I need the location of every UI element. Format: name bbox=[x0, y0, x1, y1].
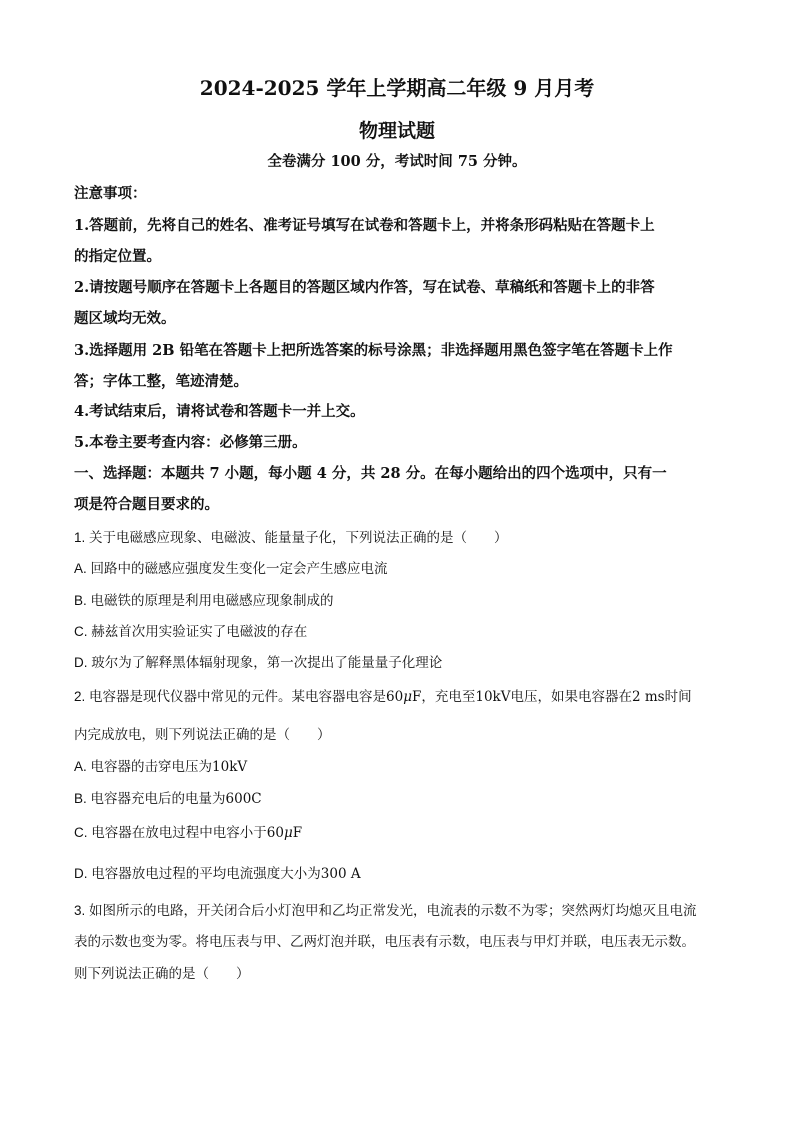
capacitance-number: 60 bbox=[386, 689, 404, 705]
question-stem: 则下列说法正确的是（ ） bbox=[74, 966, 250, 981]
notice-line: 3.选择题用 2B 铅笔在答题卡上把所选答案的标号涂黑；非选择题用黑色签字笔在答题卡上作 bbox=[74, 342, 673, 359]
notice-line: 答；字体工整，笔迹清楚。 bbox=[74, 373, 248, 390]
question-stem: 3. 如图所示的电路，开关闭合后小灯泡甲和乙均正常发光，电流表的示数不为零；突然两灯均熄灭且电流 bbox=[74, 903, 697, 918]
question-stem bbox=[74, 685, 692, 705]
question-stem: 表的示数也变为零。将电压表与甲、乙两灯泡并联，电压表有示数，电压表与甲灯并联，电压表无示数。 bbox=[74, 934, 695, 949]
notice-line: 1.答题前，先将自己的姓名、准考证号填写在试卷和答题卡上，并将条形码粘贴在答题卡上 bbox=[74, 217, 655, 234]
exam-title: 2024-2025 学年上学期高二年级 9 月月考 bbox=[199, 76, 595, 100]
option-text: B. 电容器充电后的电量为 bbox=[74, 791, 226, 806]
notice-line: 题区域均无效。 bbox=[74, 310, 176, 327]
option-d bbox=[74, 862, 361, 882]
stem-text: 时间 bbox=[664, 689, 692, 704]
voltage-value: 10kV bbox=[475, 689, 511, 705]
option-c bbox=[74, 821, 302, 841]
capacitance-number: 60 bbox=[266, 825, 284, 841]
exam-meta: 全卷满分 100 分，考试时间 75 分钟。 bbox=[267, 153, 527, 170]
stem-text: 电压，如果电容器在 bbox=[510, 689, 632, 704]
notice-line: 2.请按题号顺序在答题卡上各题目的答题区域内作答，写在试卷、草稿纸和答题卡上的非答 bbox=[74, 279, 655, 296]
time-value: 2 ms bbox=[631, 689, 665, 705]
option-a: A. 回路中的磁感应强度发生变化一定会产生感应电流 bbox=[74, 561, 388, 576]
micro-symbol: μ bbox=[403, 689, 412, 705]
option-text: A. 电容器的击穿电压为 bbox=[74, 759, 213, 774]
stem-text: ，充电至 bbox=[421, 689, 476, 704]
section-heading-line: 一、选择题：本题共 7 小题，每小题 4 分，共 28 分。在每小题给出的四个选项中，只有一 bbox=[74, 465, 667, 482]
option-d: D. 玻尔为了解释黑体辐射现象，第一次提出了能量量子化理论 bbox=[74, 655, 443, 670]
notice-line: 4.考试结束后，请将试卷和答题卡一并上交。 bbox=[74, 403, 365, 420]
notice-line: 5.本卷主要考查内容：必修第三册。 bbox=[74, 434, 307, 451]
option-value: 600C bbox=[225, 791, 262, 807]
exam-subject: 物理试题 bbox=[358, 120, 435, 142]
question-stem: 内完成放电，则下列说法正确的是（ ） bbox=[74, 727, 331, 742]
farad-symbol: F bbox=[411, 689, 422, 705]
micro-symbol: μ bbox=[283, 825, 293, 841]
option-text: C. 电容器在放电过程中电容小于 bbox=[74, 825, 267, 840]
option-value: 10kV bbox=[212, 759, 248, 775]
section-heading-line: 项是符合题目要求的。 bbox=[74, 496, 219, 513]
option-text: D. 电容器放电过程的平均电流强度大小为 bbox=[74, 866, 321, 881]
option-value bbox=[267, 825, 302, 841]
farad-symbol: F bbox=[292, 825, 303, 841]
option-c: C. 赫兹首次用实验证实了电磁波的存在 bbox=[74, 624, 308, 639]
stem-text: 2. 电容器是现代仪器中常见的元件。某电容器电容是 bbox=[74, 689, 387, 704]
option-b bbox=[74, 787, 262, 807]
option-b: B. 电磁铁的原理是利用电磁感应现象制成的 bbox=[74, 593, 334, 608]
question-stem: 1. 关于电磁感应现象、电磁波、能量量子化，下列说法正确的是（ ） bbox=[74, 530, 508, 545]
notice-line: 的指定位置。 bbox=[74, 248, 161, 265]
capacitance-value bbox=[386, 689, 421, 705]
notice-heading: 注意事项： bbox=[74, 185, 147, 202]
option-value: 300 A bbox=[320, 866, 361, 882]
option-a bbox=[74, 755, 247, 775]
